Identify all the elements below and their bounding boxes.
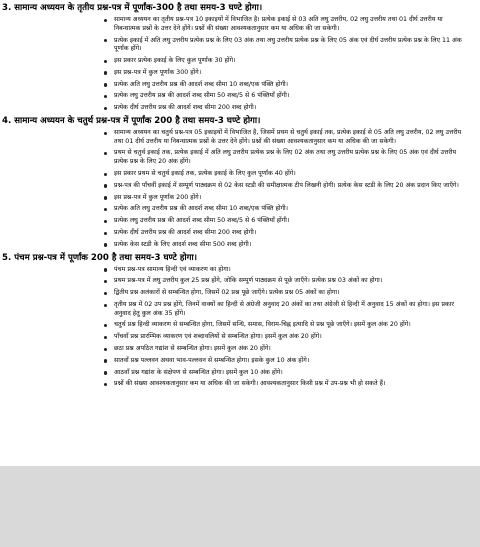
bullet-icon (104, 324, 107, 327)
bullet-icon (104, 243, 107, 246)
section-3-list (58, 16, 464, 113)
list-item (114, 345, 464, 354)
bullet-icon (104, 383, 107, 386)
bullet-icon (104, 371, 107, 374)
bullet-icon (104, 232, 107, 235)
bullet-icon (104, 196, 107, 199)
bullet-icon (104, 304, 107, 307)
list-item (114, 149, 464, 166)
list-item (114, 104, 464, 113)
list-item-text: इस प्रश्न-पत्र में कुल पूर्णांक 300 होंगे। (114, 68, 202, 76)
bullet-icon (104, 220, 107, 223)
list-item (114, 170, 464, 179)
list-item (114, 69, 464, 78)
list-item-text: द्वितीय प्रश्न अलंकारों से सम्बन्धित होगा, जिसमें 02 प्रश्न पूछे जाएँगे। प्रत्येक प्रश्न 05 अंकों का होगा। (114, 289, 340, 297)
list-item-text: प्रत्येक इकाई में अति लघु उत्तरीय प्रत्येक प्रश्न के लिए 03 अंक तथा लघु उत्तरीय प्रत्येक प्रश्न के लिए 05 अंक एवं दीर्घ उत्तरीय प्रत्येक प्रश्न के लिए 11 अंक पूर्णांक होंगे। (114, 36, 462, 53)
list-item (114, 182, 464, 191)
list-item (114, 229, 464, 238)
bullet-icon (104, 132, 107, 135)
bullet-icon (104, 348, 107, 351)
list-item-text: प्रथम से चतुर्थ इकाई तक, प्रत्येक इकाई में अति लघु उत्तरीय प्रत्येक प्रश्न के लिए 02 अंक तथा लघु उत्तरीय प्रत्येक प्रश्न के लिए 05 अंक एवं दीर्घ उत्तरीय प्रत्येक प्रश्न के लिए 20 अंक होंगे। (114, 149, 457, 166)
list-item-text: प्रत्येक लघु उत्तरीय प्रश्न की आदर्श शब्द सीमा 50 शब्द/5 से 6 पंक्तियाँ होंगी। (114, 92, 290, 100)
section-5-list (58, 266, 464, 390)
list-item-text: प्रश्नों की संख्या आवश्यकतानुसार कम या अधिक की जा सकेगी। आवश्यकतानुसार किसी प्रश्न में उप-प्रश्न भी हो सकते हैं। (114, 380, 386, 388)
list-item (114, 266, 464, 275)
list-item-text: प्रत्येक दीर्घ उत्तरीय प्रश्न की आदर्श शब्द सीमा 200 शब्द होगी। (114, 104, 257, 112)
bullet-icon (104, 173, 107, 176)
list-item (114, 357, 464, 366)
list-item (114, 92, 464, 101)
bullet-icon (104, 107, 107, 110)
list-item-text: प्रत्येक केस स्टडी के लिए आदर्श शब्द सीमा 500 शब्द होगी। (114, 240, 252, 248)
list-item-text: आठवाँ प्रश्न गद्यांश के संक्षेपण से सम्बन्धित होगा। इसमें कुल 10 अंक होंगे। (114, 368, 283, 376)
section-heading-5: 5. पंचम प्रश्न-पत्र में पूर्णांक 200 है तथा समय-3 घण्टे होगा। (2, 252, 197, 263)
list-item-text: सामान्य अध्ययन का तृतीय प्रश्न-पत्र 10 इकाइयों में विभाजित है। प्रत्येक इकाई से 03 अति लघु उत्तरीय, 02 लघु उत्तरीय तथा 01 दीर्घ उत्तरीय या निबन्धात्मक प्रश्नों के उत्तर देने होंगे। प्रश्नों की संख्या आवश्यकतानुसार कम या अधिक की जा सकेगी। (114, 16, 443, 32)
list-item (114, 16, 464, 33)
list-item-text: तृतीय प्रश्न में 02 उप प्रश्न होंगे, जिनमें वाक्यों का हिन्दी से अंग्रेजी अनुवाद 20 अंकों का तथा अंग्रेजी से हिन्दी में अनुवाद 15 अंकों का होगा। इस प्रकार अनुवाद हेतु कुल अंक 35 होंगे। (114, 300, 454, 317)
bullet-icon (104, 359, 107, 362)
list-item (114, 321, 464, 330)
bullet-icon (104, 83, 107, 86)
list-item (114, 194, 464, 203)
list-item (114, 57, 464, 66)
list-item-text: पाँचवाँ प्रश्न प्रारम्भिक व्याकरण एवं शब्दावलियों से सम्बन्धित होगा। इसमें कुल अंक 20 होंगे। (114, 333, 322, 341)
bullet-icon (104, 208, 107, 211)
bullet-icon (104, 184, 107, 187)
list-item (114, 333, 464, 342)
list-item (114, 380, 464, 389)
bullet-icon (104, 95, 107, 98)
list-item-text: प्रत्येक अति लघु उत्तरीय प्रश्न की आदर्श शब्द सीमा 10 शब्द/एक पंक्ति होगी। (114, 205, 289, 213)
list-item (114, 301, 464, 318)
list-item-text: चतुर्थ प्रश्न हिन्दी व्याकरण से सम्बन्धित होगा, जिसमें सन्धि, समास, विराम-चिह्न इत्यादि से प्रश्न पूछे जाएँगे। इसमें कुल अंक 20 होंगे। (114, 321, 411, 329)
list-item (114, 369, 464, 378)
list-item-text: प्रथम प्रश्न-पत्र में लघु उत्तरीय कुल 25 प्रश्न होंगे, जोकि सम्पूर्ण पाठ्यक्रम से पूछे जाएँगे। प्रत्येक प्रश्न 03 अंकों का होगा। (114, 277, 383, 285)
bullet-icon (104, 292, 107, 295)
list-item (114, 205, 464, 214)
bullet-icon (104, 39, 107, 42)
list-item-text: प्रत्येक लघु उत्तरीय प्रश्न की आदर्श शब्द सीमा 50 शब्द/5 से 6 पंक्तियाँ होंगी। (114, 217, 290, 225)
section-heading-4: 4. सामान्य अध्ययन के चतुर्थ प्रश्न-पत्र में पूर्णांक 200 है तथा समय-3 घण्टे होगा। (2, 115, 261, 126)
list-item (114, 241, 464, 250)
list-item-text: पंचम प्रश्न-पत्र सामान्य हिन्दी एवं व्याकरण का होगा। (114, 265, 231, 273)
section-heading-3: 3. सामान्य अध्ययन के तृतीय प्रश्न-पत्र में पूर्णांक-300 है तथा समय-3 घण्टे होगा। (2, 3, 263, 13)
section-4-list (58, 129, 464, 249)
list-item-text: छठा प्रश्न अपठित गद्यांश से सम्बन्धित होगा। इसमें कुल अंक 20 होंगे। (114, 345, 271, 353)
list-item (114, 217, 464, 226)
list-item-text: सातवाँ प्रश्न पल्लवन अथवा भाव-पल्लवन से सम्बन्धित होगा। इसके कुल 10 अंक होंगे। (114, 356, 310, 364)
list-item (114, 129, 464, 146)
list-item-text: इस प्रकार प्रथम से चतुर्थ इकाई तक, प्रत्येक इकाई के लिए कुल पूर्णांक 40 होंगे। (114, 169, 296, 177)
bullet-icon (104, 336, 107, 339)
bullet-icon (104, 60, 107, 63)
list-item (114, 37, 464, 54)
list-item (114, 289, 464, 298)
list-item-text: इस प्रकार प्रत्येक इकाई के लिए कुल पूर्णांक 30 होंगे। (114, 57, 236, 64)
bullet-icon (104, 152, 107, 155)
list-item (114, 81, 464, 90)
list-item-text: इस प्रश्न-पत्र में कुल पूर्णांक 200 होंगे। (114, 193, 202, 201)
bullet-icon (104, 19, 107, 22)
bullet-icon (104, 71, 107, 74)
list-item-text: प्रश्न-पत्र की पाँचवीं इकाई में सम्पूर्ण पाठ्यक्रम से 02 केस स्टडी की समीक्षात्मक टीप लिखनी होगी। प्रत्येक केस स्टडी के लिए 20 अंक प्रदान किए जाएँगे। (114, 181, 459, 189)
bullet-icon (104, 280, 107, 283)
bullet-icon (104, 268, 107, 271)
list-item (114, 277, 464, 286)
list-item-text: सामान्य अध्ययन का चतुर्थ प्रश्न-पत्र 05 इकाइयों में विभाजित है, जिसमें प्रथम से चतुर्थ इकाई तक, प्रत्येक इकाई से 05 अति लघु उत्तरीय, 02 लघु उत्तरीय तथा 01 दीर्घ उत्तरीय या निबन्धात्मक प्रश्नों के उत्तर देने होंगे। प्रश्नों की संख्या आवश्यकतानुसार कम या अधिक की जा सकेगी। (114, 128, 462, 145)
list-item-text: प्रत्येक अति लघु उत्तरीय प्रश्न की आदर्श शब्द सीमा 10 शब्द/एक पंक्ति होगी। (114, 80, 289, 88)
list-item-text: प्रत्येक दीर्घ उत्तरीय प्रश्न की आदर्श शब्द सीमा 200 शब्द होगी। (114, 228, 257, 236)
